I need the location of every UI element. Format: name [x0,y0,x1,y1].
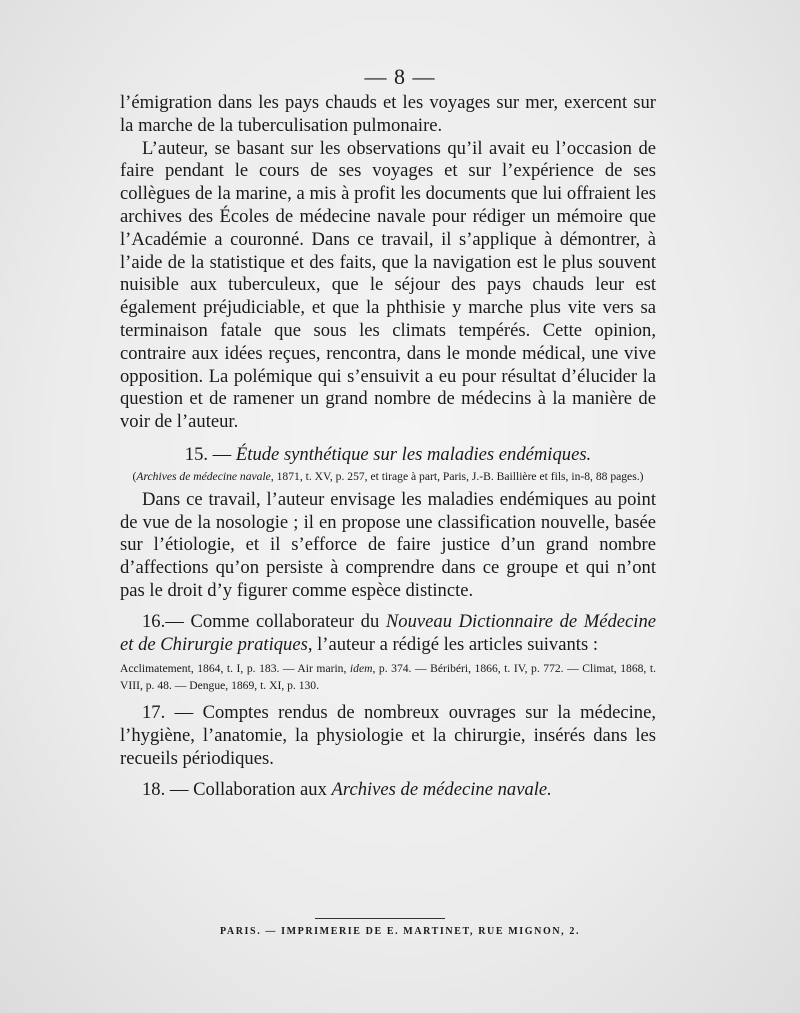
page-number: — 8 — [364,64,436,89]
item-16-articles [120,660,656,694]
item-16-number: 16.— [142,610,191,632]
item-16-entry [120,611,656,657]
main-text-column [120,92,656,802]
footer-rule [315,918,445,919]
citation-rest: , 1871, t. XV, p. 257, et tirage à part, Paris, J.-B. Baillière et fils, in-8, 88 pages.) [270,469,644,483]
item-15-heading [120,444,656,467]
item-18-entry [120,779,656,802]
item-17-entry: 17. — Comptes rendus de nombreux ouvrages sur la médecine, l’hygiène, l’anatomie, la physiologie et la chirurgie, insérés dans les recueils périodiques. [120,702,656,769]
item-18-journal: Archives de médecine navale. [331,778,552,800]
item-15-citation [120,469,656,485]
citation-open: ( [132,469,137,483]
item-18-number: 18. — [142,778,194,800]
articles-part-b: , p. 374. — Béribéri, 1866, t. IV, p. 772. — Climat, 1868, t. VIII, p. 48. — Dengue, 1869, t. XI, p. 130. [120,662,656,693]
articles-idem: idem [349,662,373,676]
item-16-dictionary-title: Nouveau Dictionnaire de Médecine et de Chirurgie pratiques [120,610,657,655]
citation-journal: Archives de médecine navale [136,469,271,483]
item-15-body: Dans ce travail, l’auteur envisage les maladies endémiques au point de vue de la nosologie ; il en propose une classification nouvelle, basée sur l’étiologie, et il s’efforce de faire justice d’un grand nombre d’affections qu’on persiste à comprendre dans ce groupe et qui n’ont pas le droit d’y figurer comme espèce distincte. [120,488,656,601]
item-18-text-before: Collaboration aux [193,778,332,800]
item-15-title: Étude synthétique sur les maladies endémiques. [235,443,592,465]
articles-part-a: Acclimatement, 1864, t. I, p. 183. — Air marin, [120,662,350,676]
item-15-number: 15. — [184,443,236,465]
item-16-text-after: , l’auteur a rédigé les articles suivants : [307,633,598,655]
item-16-text-before: Comme collaborateur du [190,610,386,632]
author-paragraph: L’auteur, se basant sur les observations qu’il avait eu l’occasion de faire pendant le cours de ses voyages et sur l’expérience de ses collègues de la marine, a mis à profit les documents que lui offraient les archives des Écoles de médecine navale pour rédiger un mémoire que l’Académie a couronné. Dans ce travail, il s’applique à démontrer, à l’aide de la statistique et des faits, que la navigation est le plus souvent nuisible aux tuberculeux, que le séjour des pays chauds leur est également préjudiciable, et que la phthisie y marche plus vite vers sa terminaison fatale que sous les climats tempérés. Cette opinion, contraire aux idées reçues, rencontra, dans le monde médical, une vive opposition. La polémique qui s’ensuivit a eu pour résultat d’élucider la question et de ramener un grand nombre de médecins à la manière de voir de l’auteur. [120,137,656,433]
printer-imprint: PARIS. — IMPRIMERIE DE E. MARTINET, RUE MIGNON, 2. [219,926,581,937]
intro-paragraph: l’émigration dans les pays chauds et les voyages sur mer, exercent sur la marche de la tuberculisation pulmonaire. [120,92,656,136]
